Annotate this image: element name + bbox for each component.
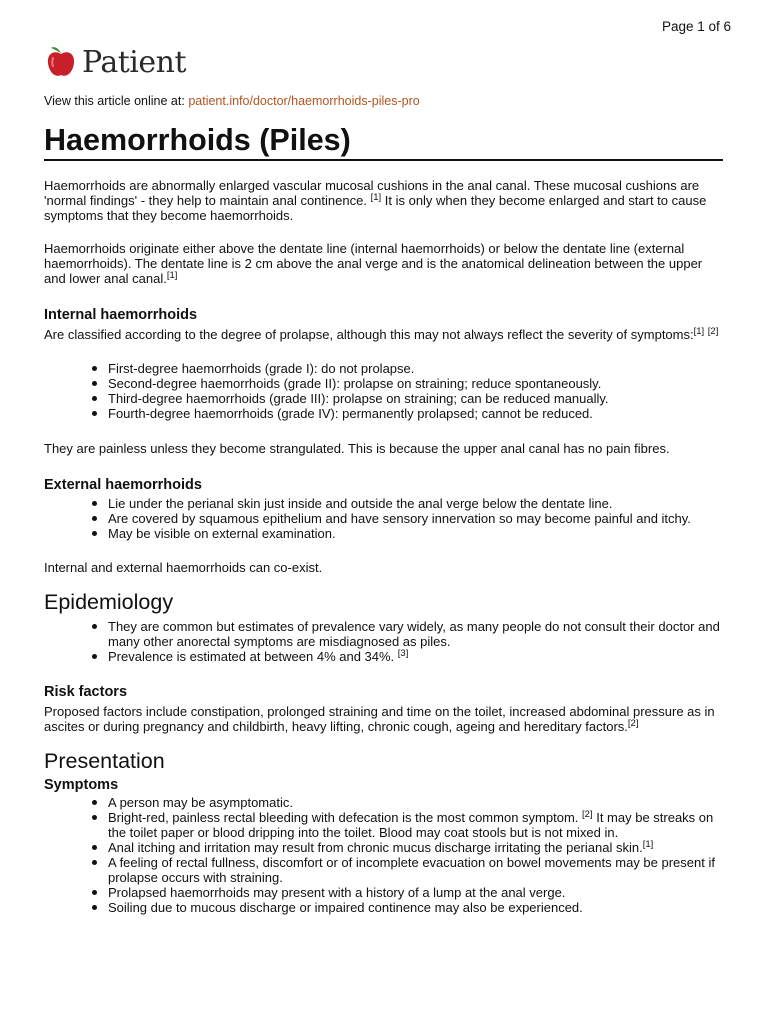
list-item: First-degree haemorrhoids (grade I): do not prolapse. <box>108 361 724 376</box>
symptoms-heading: Symptoms <box>44 777 119 793</box>
presentation-heading: Presentation <box>44 749 165 773</box>
epidemiology-list <box>44 619 724 664</box>
page-number: Page 1 of 6 <box>661 19 731 34</box>
list-item: Prolapsed haemorrhoids may present with a history of a lump at the anal verge. <box>108 885 724 900</box>
epidemiology-heading: Epidemiology <box>44 590 174 614</box>
internal-after: They are painless unless they become strangulated. This is because the upper anal canal has no pain fibres. <box>44 441 670 456</box>
external-heading: External haemorrhoids <box>44 477 202 493</box>
list-item: Soiling due to mucous discharge or impaired continence may also be experienced. <box>108 900 724 915</box>
list-item: Fourth-degree haemorrhoids (grade IV): permanently prolapsed; cannot be reduced. <box>108 406 724 421</box>
risk-text-body: Proposed factors include constipation, prolonged straining and time on the toilet, increased abdominal pressure as in ascites or during pregnancy and childbirth, heavy lifting, chronic cough, ageing and hereditary factors. <box>44 704 715 734</box>
list-item: They are common but estimates of prevalence vary widely, as many people do not consult their doctor and many other anorectal symptoms are misdiagnosed as piles. <box>108 619 724 649</box>
ref-link[interactable]: [1] <box>370 192 382 203</box>
intro-paragraph-2 <box>44 241 724 286</box>
ref-link[interactable]: [2] <box>627 718 639 729</box>
intro-text: It is only when they become enlarged and start to cause symptoms that they become haemorrhoids. <box>44 193 707 223</box>
list-item <box>108 840 724 855</box>
intro-text: Haemorrhoids are abnormally enlarged vascular mucosal cushions in the anal canal. These mucosal cushions are 'normal findings' - they help to maintain anal continence. <box>44 178 700 208</box>
risk-text <box>44 704 724 734</box>
ref-link[interactable]: [2] <box>707 326 719 337</box>
list-item-text: Prevalence is estimated at between 4% and 34%. <box>108 649 395 664</box>
list-item-text: Bright-red, painless rectal bleeding with defecation is the most common symptom. <box>108 810 579 825</box>
list-item <box>108 810 724 840</box>
symptoms-list <box>44 795 724 915</box>
list-item: A feeling of rectal fullness, discomfort or of incomplete evacuation on bowel movements may be present if prolapse occurs with straining. <box>108 855 724 885</box>
patient-logo[interactable] <box>44 44 186 80</box>
list-item-text: Anal itching and irritation may result from chronic mucus discharge irritating the perianal skin. <box>108 840 643 855</box>
risk-heading: Risk factors <box>44 684 128 700</box>
list-item: May be visible on external examination. <box>108 526 724 541</box>
list-item: A person may be asymptomatic. <box>108 795 724 810</box>
logo-text: Patient <box>82 44 187 80</box>
view-online-line <box>44 94 420 108</box>
ref-link[interactable]: [1] <box>693 326 705 337</box>
ref-link[interactable]: [1] <box>642 839 654 850</box>
ref-link[interactable]: [2] <box>582 809 593 820</box>
external-after: Internal and external haemorrhoids can co-exist. <box>44 560 323 575</box>
view-online-prefix: View this article online at: <box>44 94 185 108</box>
internal-text-body: Are classified according to the degree of prolapse, although this may not always reflect the severity of symptoms: <box>44 327 694 342</box>
ref-link[interactable]: [3] <box>397 648 409 659</box>
internal-text <box>44 327 724 342</box>
list-item: Are covered by squamous epithelium and have sensory innervation so may become painful and itchy. <box>108 511 724 526</box>
page-title: Haemorrhoids (Piles) <box>44 122 723 161</box>
intro-paragraph-1 <box>44 178 724 223</box>
apple-icon <box>44 44 78 80</box>
internal-list <box>44 361 724 421</box>
list-item-text: It may be streaks on the toilet paper or blood dripping into the toilet. Blood may coat stools but is not mixed in. <box>108 810 714 840</box>
ref-link[interactable]: [1] <box>166 270 178 281</box>
list-item: Third-degree haemorrhoids (grade III): prolapse on straining; can be reduced manually. <box>108 391 724 406</box>
external-list <box>44 496 724 541</box>
internal-heading: Internal haemorrhoids <box>44 307 198 323</box>
article-link[interactable]: patient.info/doctor/haemorrhoids-piles-pro <box>188 94 420 108</box>
list-item <box>108 649 724 664</box>
intro-text: Haemorrhoids originate either above the dentate line (internal haemorrhoids) or below the dentate line (external haemorrhoids). The dentate line is 2 cm above the anal verge and is the anatomical delineation between the upper and lower anal canal. <box>44 241 703 286</box>
article-body <box>44 178 724 915</box>
list-item: Second-degree haemorrhoids (grade II): prolapse on straining; reduce spontaneously. <box>108 376 724 391</box>
list-item: Lie under the perianal skin just inside and outside the anal verge below the dentate line. <box>108 496 724 511</box>
